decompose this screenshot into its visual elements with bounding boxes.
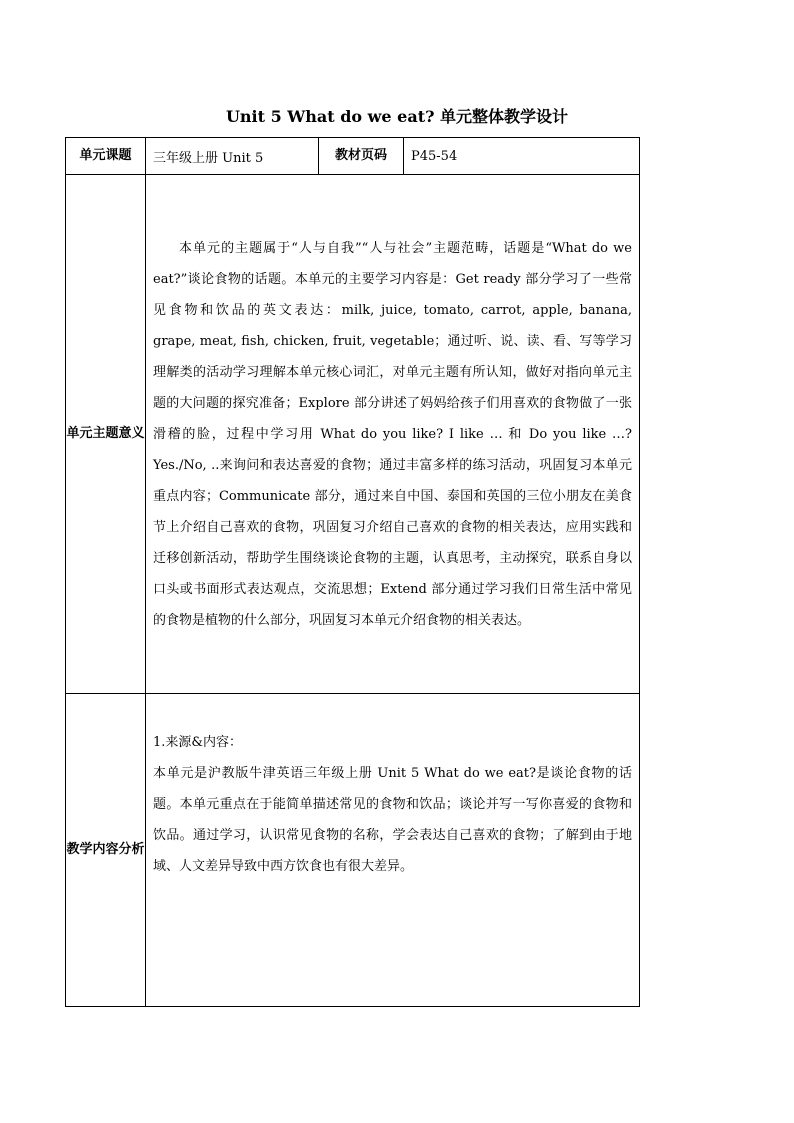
- page-range-label: 教材页码: [319, 138, 404, 175]
- theme-meaning-content: [146, 175, 640, 694]
- unit-topic-value: 三年级上册 Unit 5: [146, 138, 319, 175]
- document-title: Unit 5 What do we eat? 单元整体教学设计: [225, 107, 569, 126]
- unit-topic-label: 单元课题: [66, 138, 146, 175]
- content-analysis-content: [146, 694, 640, 1007]
- table-row-theme-meaning: [66, 175, 640, 694]
- content-analysis-text: 本单元是沪教版牛津英语三年级上册 Unit 5 What do we eat?是谈论食物的话题。本单元重点在于能简单描述常见的食物和饮品；谈论并写一写你喜爱的食物和饮品。通过学习，认识常见食物的名称，学会表达自己喜欢的食物；了解到由于地域、人文差异导致中西方饮食也有很大差异。: [153, 766, 632, 874]
- content-analysis-label: 教学内容分析: [66, 694, 146, 1007]
- content-analysis-heading: 1.来源&内容：: [153, 735, 242, 750]
- page-range-value: P45-54: [404, 138, 640, 175]
- table-row-content-analysis: [66, 694, 640, 1007]
- theme-meaning-text: 本单元的主题属于“人与自我”“人与社会”主题范畴，话题是“What do we eat?”谈论食物的话题。本单元的主要学习内容是：Get ready 部分学习了一些常见食物和饮品的英文表达：milk, juice, tomato, carrot, apple, banana, grape, meat, fish, chicken, fruit, vegetable；通过听、说、读、看、写等学习理解类的活动学习理解本单元核心词汇，对单元主题有所认知，做好对指向单元主题的大问题的探究准备；Explore 部分讲述了妈妈给孩子们用喜欢的食物做了一张滑稽的脸，过程中学习用 What do you like? I like … 和 Do you like …? Yes./No, ..来询问和表达喜爱的食物；通过丰富多样的练习活动，巩固复习本单元重点内容；Communicate 部分，通过来自中国、泰国和英国的三位小朋友在美食节上介绍自己喜欢的食物，巩固复习介绍自己喜欢的食物的相关表达，应用实践和迁移创新活动，帮助学生围绕谈论食物的主题，认真思考，主动探究，联系自身以口头或书面形式表达观点，交流思想；Extend 部分通过学习我们日常生活中常见的食物是植物的什么部分，巩固复习本单元介绍食物的相关表达。: [153, 240, 632, 628]
- design-table: [65, 137, 640, 1007]
- theme-meaning-label: 单元主题意义: [66, 175, 146, 694]
- table-row-unit-topic: [66, 138, 640, 175]
